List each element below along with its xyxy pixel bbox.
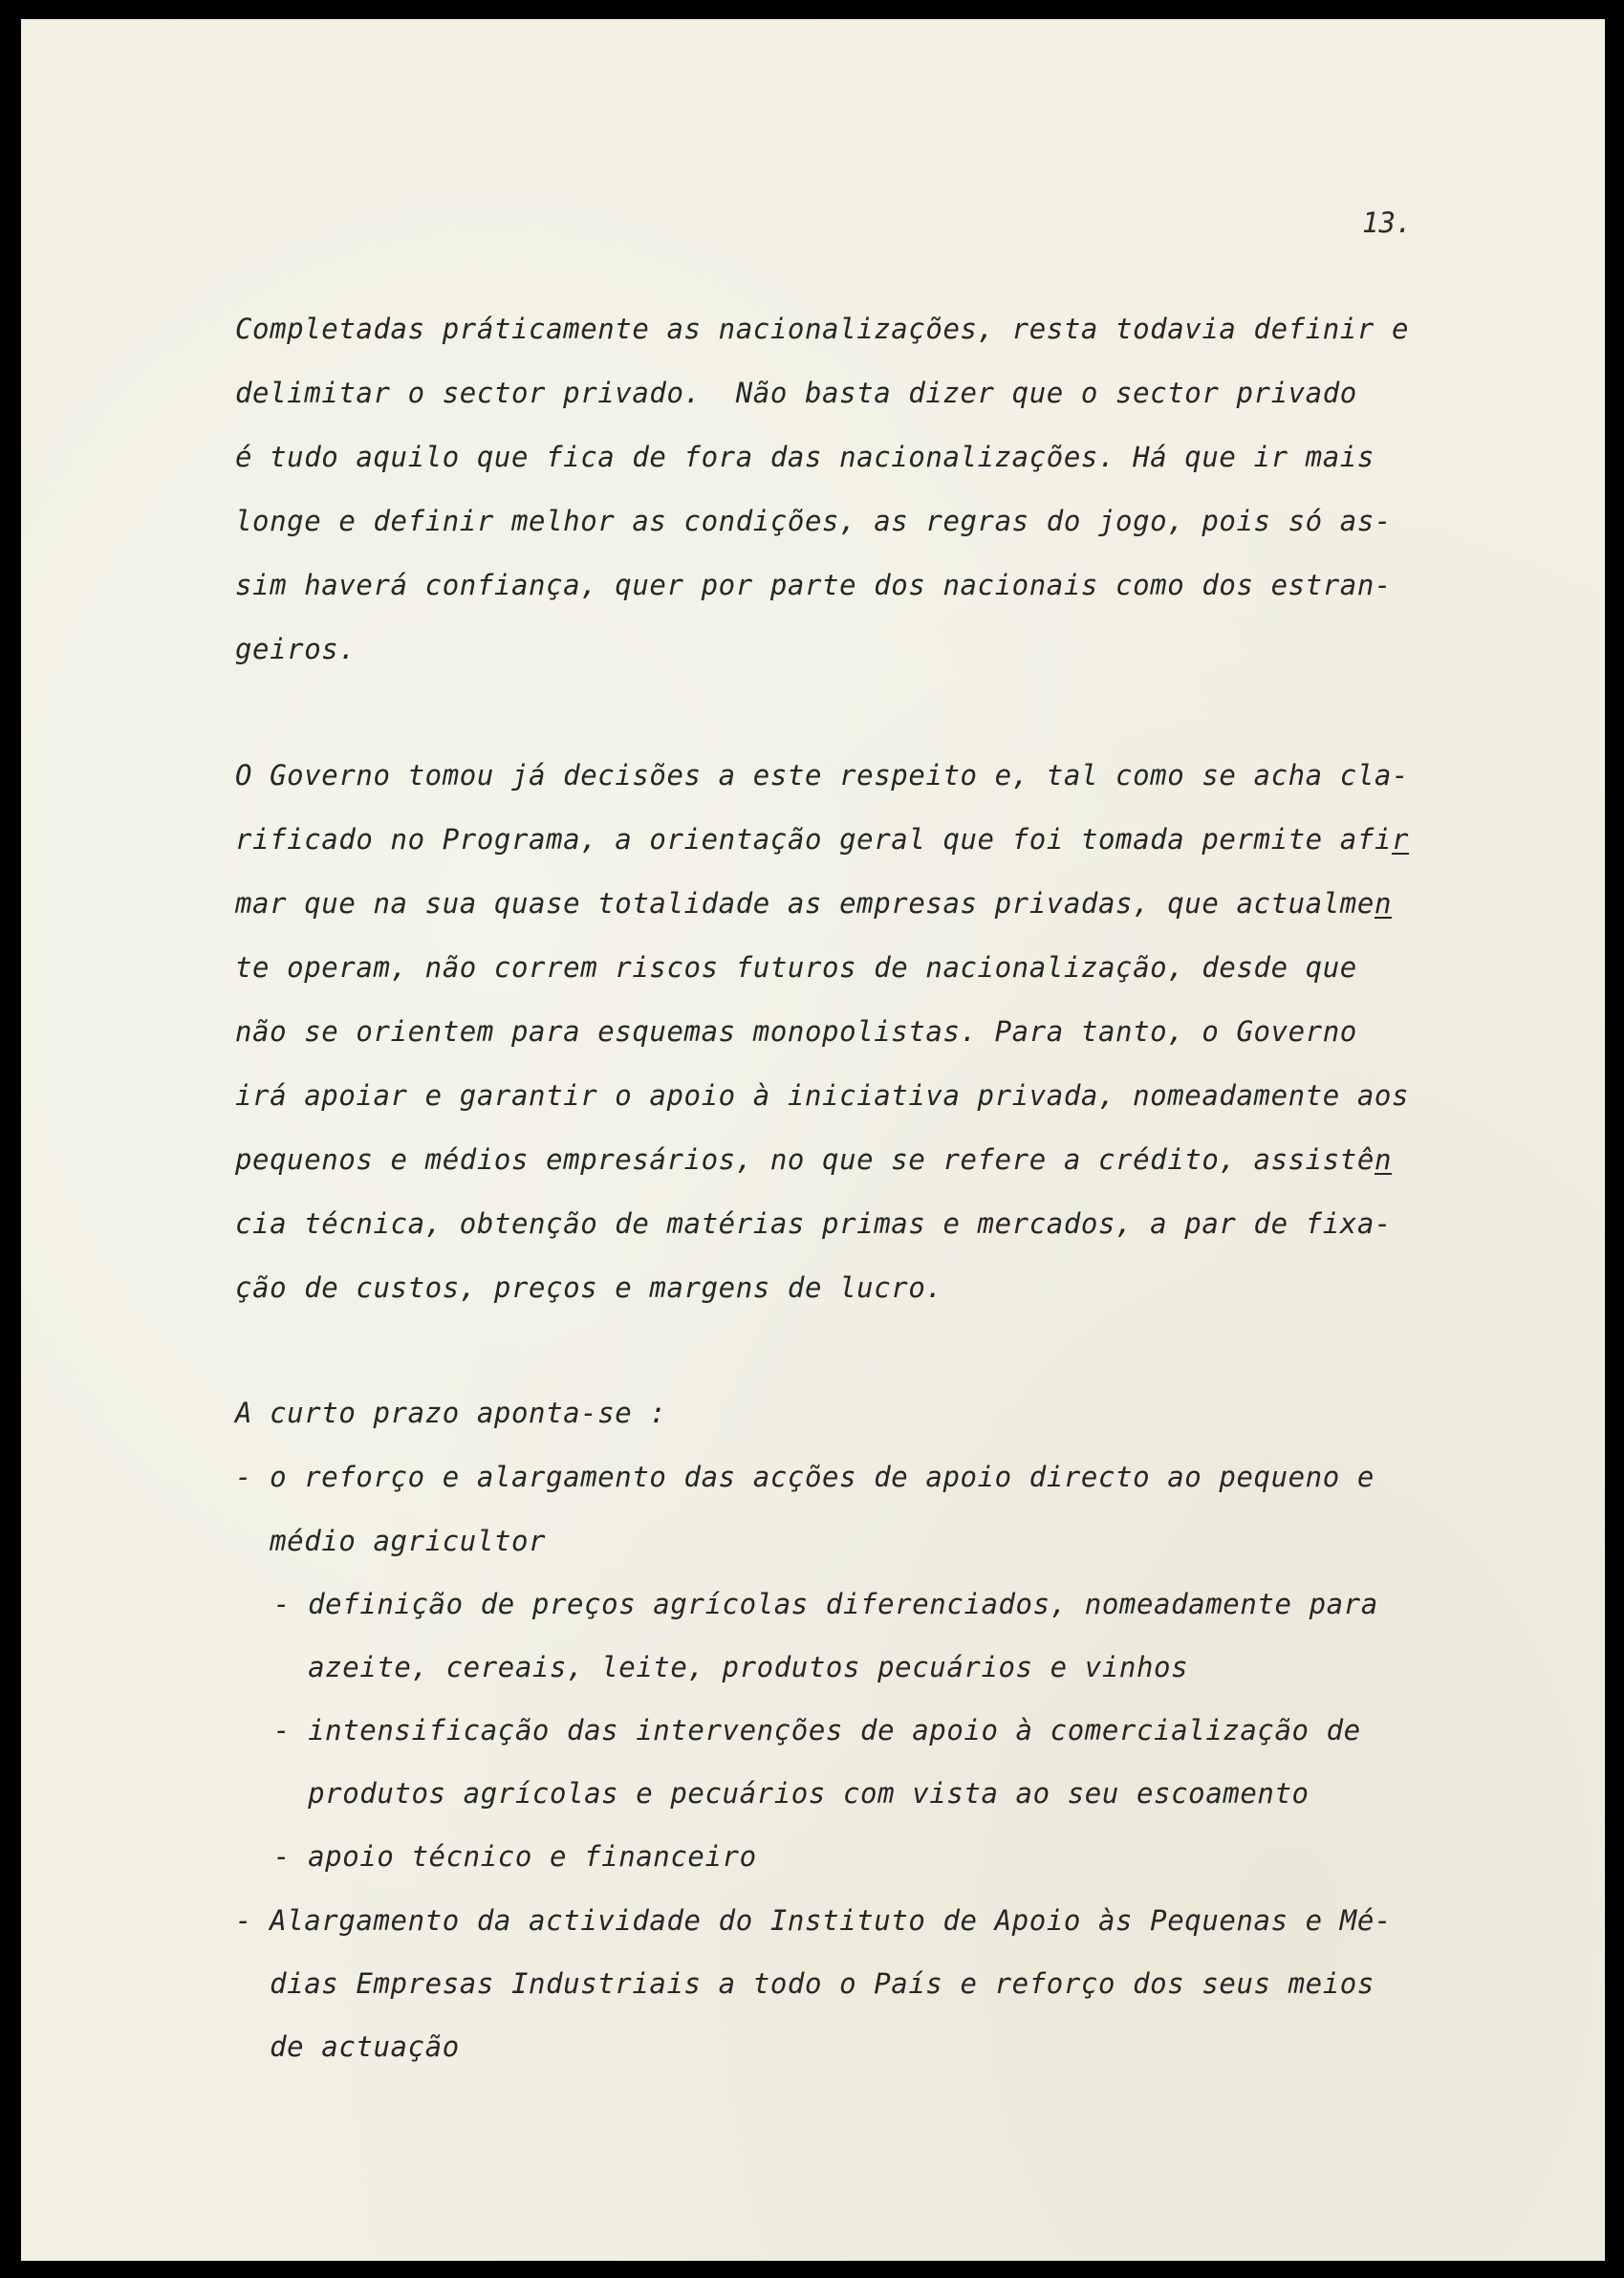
text-line: [235, 822, 1409, 857]
text-line: te operam, não correm riscos futuros de nacionalização, desde que: [235, 951, 1357, 984]
text-line: delimitar o sector privado. Não basta dizer que o sector privado: [235, 377, 1357, 409]
text-line: Completadas práticamente as nacionalizações, resta todavia definir e: [235, 313, 1410, 345]
text-line-main: mar que na sua quase totalidade as empresas privadas, que actualme: [235, 887, 1375, 920]
underlined-letter: r: [1391, 823, 1410, 856]
underlined-letter: n: [1374, 1143, 1392, 1176]
text-line-main: pequenos e médios empresários, no que se refere a crédito, assistê: [235, 1143, 1375, 1176]
underlined-letter: n: [1374, 887, 1392, 920]
sub-list-item-continuation: azeite, cereais, leite, produtos pecuários e vinhos: [273, 1651, 1189, 1683]
list-item: - Alargamento da actividade do Instituto de Apoio às Pequenas e Mé-: [235, 1904, 1392, 1937]
list-item-continuation: dias Empresas Industriais a todo o País e reforço dos seus meios: [235, 1967, 1375, 2000]
text-line: ção de custos, preços e margens de lucro.: [235, 1271, 943, 1304]
sub-list-item: - intensificação das intervenções de apoio à comercialização de: [273, 1714, 1361, 1746]
sub-list-item-continuation: produtos agrícolas e pecuários com vista ao seu escoamento: [273, 1777, 1310, 1810]
list-item: - o reforço e alargamento das acções de apoio directo ao pequeno e: [235, 1461, 1375, 1493]
text-line: longe e definir melhor as condições, as regras do jogo, pois só as-: [235, 505, 1392, 537]
text-line: O Governo tomou já decisões a este respeito e, tal como se acha cla-: [235, 759, 1410, 792]
text-line: irá apoiar e garantir o apoio à iniciativa privada, nomeadamente aos: [235, 1079, 1410, 1112]
text-line: não se orientem para esquemas monopolistas. Para tanto, o Governo: [235, 1015, 1357, 1048]
text-line: [235, 886, 1392, 921]
text-line: sim haverá confiança, quer por parte dos nacionais como dos estran-: [235, 569, 1392, 601]
typewritten-page: [21, 19, 1605, 2261]
list-item-continuation: de actuação: [235, 2030, 460, 2063]
list-item-continuation: médio agricultor: [235, 1525, 547, 1557]
text-line: cia técnica, obtenção de matérias primas e mercados, a par de fixa-: [235, 1207, 1392, 1240]
list-intro: A curto prazo aponta-se :: [235, 1397, 667, 1429]
sub-list-item: - apoio técnico e financeiro: [273, 1840, 757, 1873]
text-line: geiros.: [235, 633, 357, 665]
sub-list-item: - definição de preços agrícolas diferenciados, nomeadamente para: [273, 1588, 1378, 1620]
page-number: 13.: [1362, 206, 1413, 239]
text-line: [235, 1142, 1392, 1177]
text-line-main: rificado no Programa, a orientação geral que foi tomada permite afi: [235, 823, 1392, 856]
text-line: é tudo aquilo que fica de fora das nacionalizações. Há que ir mais: [235, 441, 1375, 473]
